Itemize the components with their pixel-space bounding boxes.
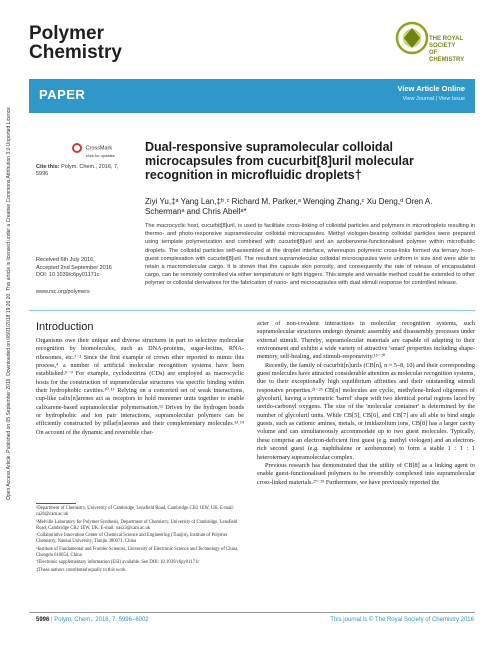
footnote-item: ᵃDepartment of Chemistry, University of Cambridge, Lensfield Road, Cambridge CB2 1EW, UK. E-mail: ca26@cam.ac.uk [36, 506, 235, 518]
journal-url[interactable]: www.rsc.org/polymers [36, 289, 90, 295]
page-footer-right: This journal is © The Royal Society of Chemistry 2016 [330, 617, 474, 623]
article-type-label: PAPER [39, 87, 86, 102]
paragraph: Recently, the family of cucurbit[n]urils (CB[n], n = 5–8, 10) and their corresponding guest molecules have attracted considerable attention as molecular recognition systems, due to their exceptionally high equilibrium affinities and their outstanding stimuli responsive properties.²¹⁻²⁶ CB[n] molecules are cyclic, methylene-linked oligomers of glycoluril, having a symmetric 'barrel' shape with two identical portal regions laced by ureido-carbonyl oxygens. The size of the 'molecular container' is determined by the number of glycoluril units. While CB[5], CB[6], and CB[7] are all able to bind single guests, such as cationic amines, metals, or imidazolium ions, CB[8] has a larger cavity volume and can simultaneously accommodate up to two guest molecules. Typically, these comprise an electron-deficient first guest (e.g. methyl viologen) and an electron-rich second guest (e.g. naphthalene or azobenzene) to form a stable 1 : 1 : 1 heteroternary supramolecular complex. [257, 361, 475, 461]
paragraph: Organisms owe their unique and diverse structures in part to selective molecular recognition by biomolecules, such as DNA-proteins, sugar-lectins, RNA-ribosomes, etc.¹⁻³ Since the first example of crown ether reported to mimic this process,⁴ a number of artificial molecular recognition systems have been established.⁵⁻⁹ For example, cyclodextrins (CDs) are employed as macrocyclic hosts for the construction of supramolecular structures via specific binding within their hydrophobic cavities.¹⁰˒¹¹ Relying on a concerted set of weak interactions, cup-like calix[n]arenes act as receptors to hold monomer units together to enable calixarene-based supramolecular polymerisation.¹² Driven by the hydrogen bonds or hydrophobic and ion pair interactions, supramolecular polymers can be efficiently constructed by pillar[n]arenes and their complementary molecules.¹³˒¹⁴ On account of the dynamic and reversible char- [36, 337, 244, 436]
footnote-item: ᵇMelville Laboratory for Polymer Synthesis, Department of Chemistry, University of Cambridge, Lensfield Road, Cambridge CB2 1EW, UK. E-mail: oas23@cam.ac.uk [36, 519, 238, 531]
article-title: Dual-responsive supramolecular colloidal microcapsules from cucurbit[8]uril molecular recognition in microfluidic droplets† [145, 140, 414, 182]
body-column-left [36, 337, 244, 437]
open-access-text: Open Access Article. Published on 05 September 2016. Downloaded on 08/01/2018 19:26:20. This article is licensed under a Creative Commons Attribution 3.0 Unported Licence. [6, 105, 12, 500]
footnotes [36, 506, 244, 575]
page-footer-left: 5996 | Polym. Chem., 2016, 7, 5996–6002 [36, 617, 149, 623]
footer-citation: Polym. Chem., 2016, 7, 5996–6002 [54, 617, 149, 623]
footnote-divider [36, 503, 76, 504]
author-list: Ziyi Yu,‡ᵃ Yang Lan,‡ᵇ˒ᶜ Richard M. Parker,ᵃ Wenqing Zhang,ᶜ Xu Deng,ᵈ Oren A. Schermanᵃ and Chris Abellᵃ* [145, 197, 433, 216]
rsc-emblem-icon [395, 16, 429, 60]
footnote-item: ᶜCollaborative Innovation Center of Chemical Science and Engineering (Tianjin), Institute of Polymer Chemistry, Nankai University, Tianjin 300071, China [36, 533, 228, 545]
article-type-banner [29, 79, 475, 113]
open-access-stamp [6, 105, 18, 500]
rsc-logo [395, 16, 473, 72]
view-journal-link[interactable]: View Journal | View Issue [402, 96, 465, 102]
page-number: 5996 [36, 617, 50, 623]
received-date: Received 6th July 2016, [36, 257, 95, 263]
footnote-item: †Electronic supplementary information (ESI) available. See DOI: 10.1039/c6py01171c [36, 560, 200, 566]
accepted-date: Accepted 2nd September 2016 [36, 264, 112, 271]
footer-divider [29, 612, 475, 613]
doi[interactable]: DOI: 10.1039/c6py01171c [36, 272, 100, 278]
footnote-item: ᵈInstitute of Fundamental and Frontier Sciences, University of Electronic Science and Technology of China, Chengdu 610054, China [36, 546, 239, 559]
body-column-right [257, 320, 475, 487]
crossmark-icon [72, 143, 82, 153]
paragraph: acter of non-covalent interactions in molecular recognition systems, such supramolecular structures undergo dynamic assembly and disassembly processes under external stimuli. Thereby, supramolecular materials are capable of adapting to their environment and exhibit a wide variety of attractive 'smart' properties including shape-memory, self-healing, and stimuli-responsivity.¹⁵⁻²⁰ [257, 320, 475, 361]
abstract: The macrocyclic host, cucurbit[8]uril, is used to facilitate cross-linking of colloidal particles and polymers in microdroplets resulting in thermo- and photo-responsive supramolecular colloidal microcapsules. Methyl viologen-bearing colloidal particles were prepared using template polymerization and combined with cucurbit[8]uril and an azobenzene-functionalised polymer within microfluidic droplets. The colloidal particles self-assembled at the droplet interface, whereupon polymeric cross-links formed via ternary host–guest complexation with cucurbit[8]uril. The resultant supramolecular colloidal microcapsules were uniform in size and were able to retain a macromolecular cargo. It is shown that the capsule skin porosity, and consequently the rate of release of encapsulated cargo, can be remotely controlled via either temperature or light triggers. This simple and versatile method could be extended to other polymer or colloidal derivatives for the fabrication of nano- and microcapsules with dual stimuli response for controlled release. [145, 223, 475, 287]
section-heading: Introduction [36, 321, 94, 333]
section-divider [29, 310, 475, 311]
citation-text: Polym. Chem., 2016, 7, 5996 [36, 164, 119, 177]
crossmark-badge[interactable]: CrossMark click for updates [72, 143, 115, 158]
rsc-logo-line2: OF CHEMISTRY [429, 50, 465, 63]
rsc-logo-line1: THE ROYAL SOCIETY [429, 36, 464, 49]
footnote-item: ‡These authors contributed equally to this work. [36, 567, 127, 573]
dates-block [36, 257, 126, 280]
paragraph: Previous research has demonstrated that the utility of CB[8] as a linking agent to enable guest-functionalised polymers to be reversibly complexed into supramolecular cross-linked materials.²⁷⁻²⁹ Furthermore, we have previously reported the [257, 461, 475, 486]
view-article-link[interactable]: View Article Online [397, 84, 465, 93]
journal-title: Polymer Chemistry [29, 23, 122, 63]
citation-block: Cite this: Polym. Chem., 2016, 7, 5996 [36, 164, 119, 177]
